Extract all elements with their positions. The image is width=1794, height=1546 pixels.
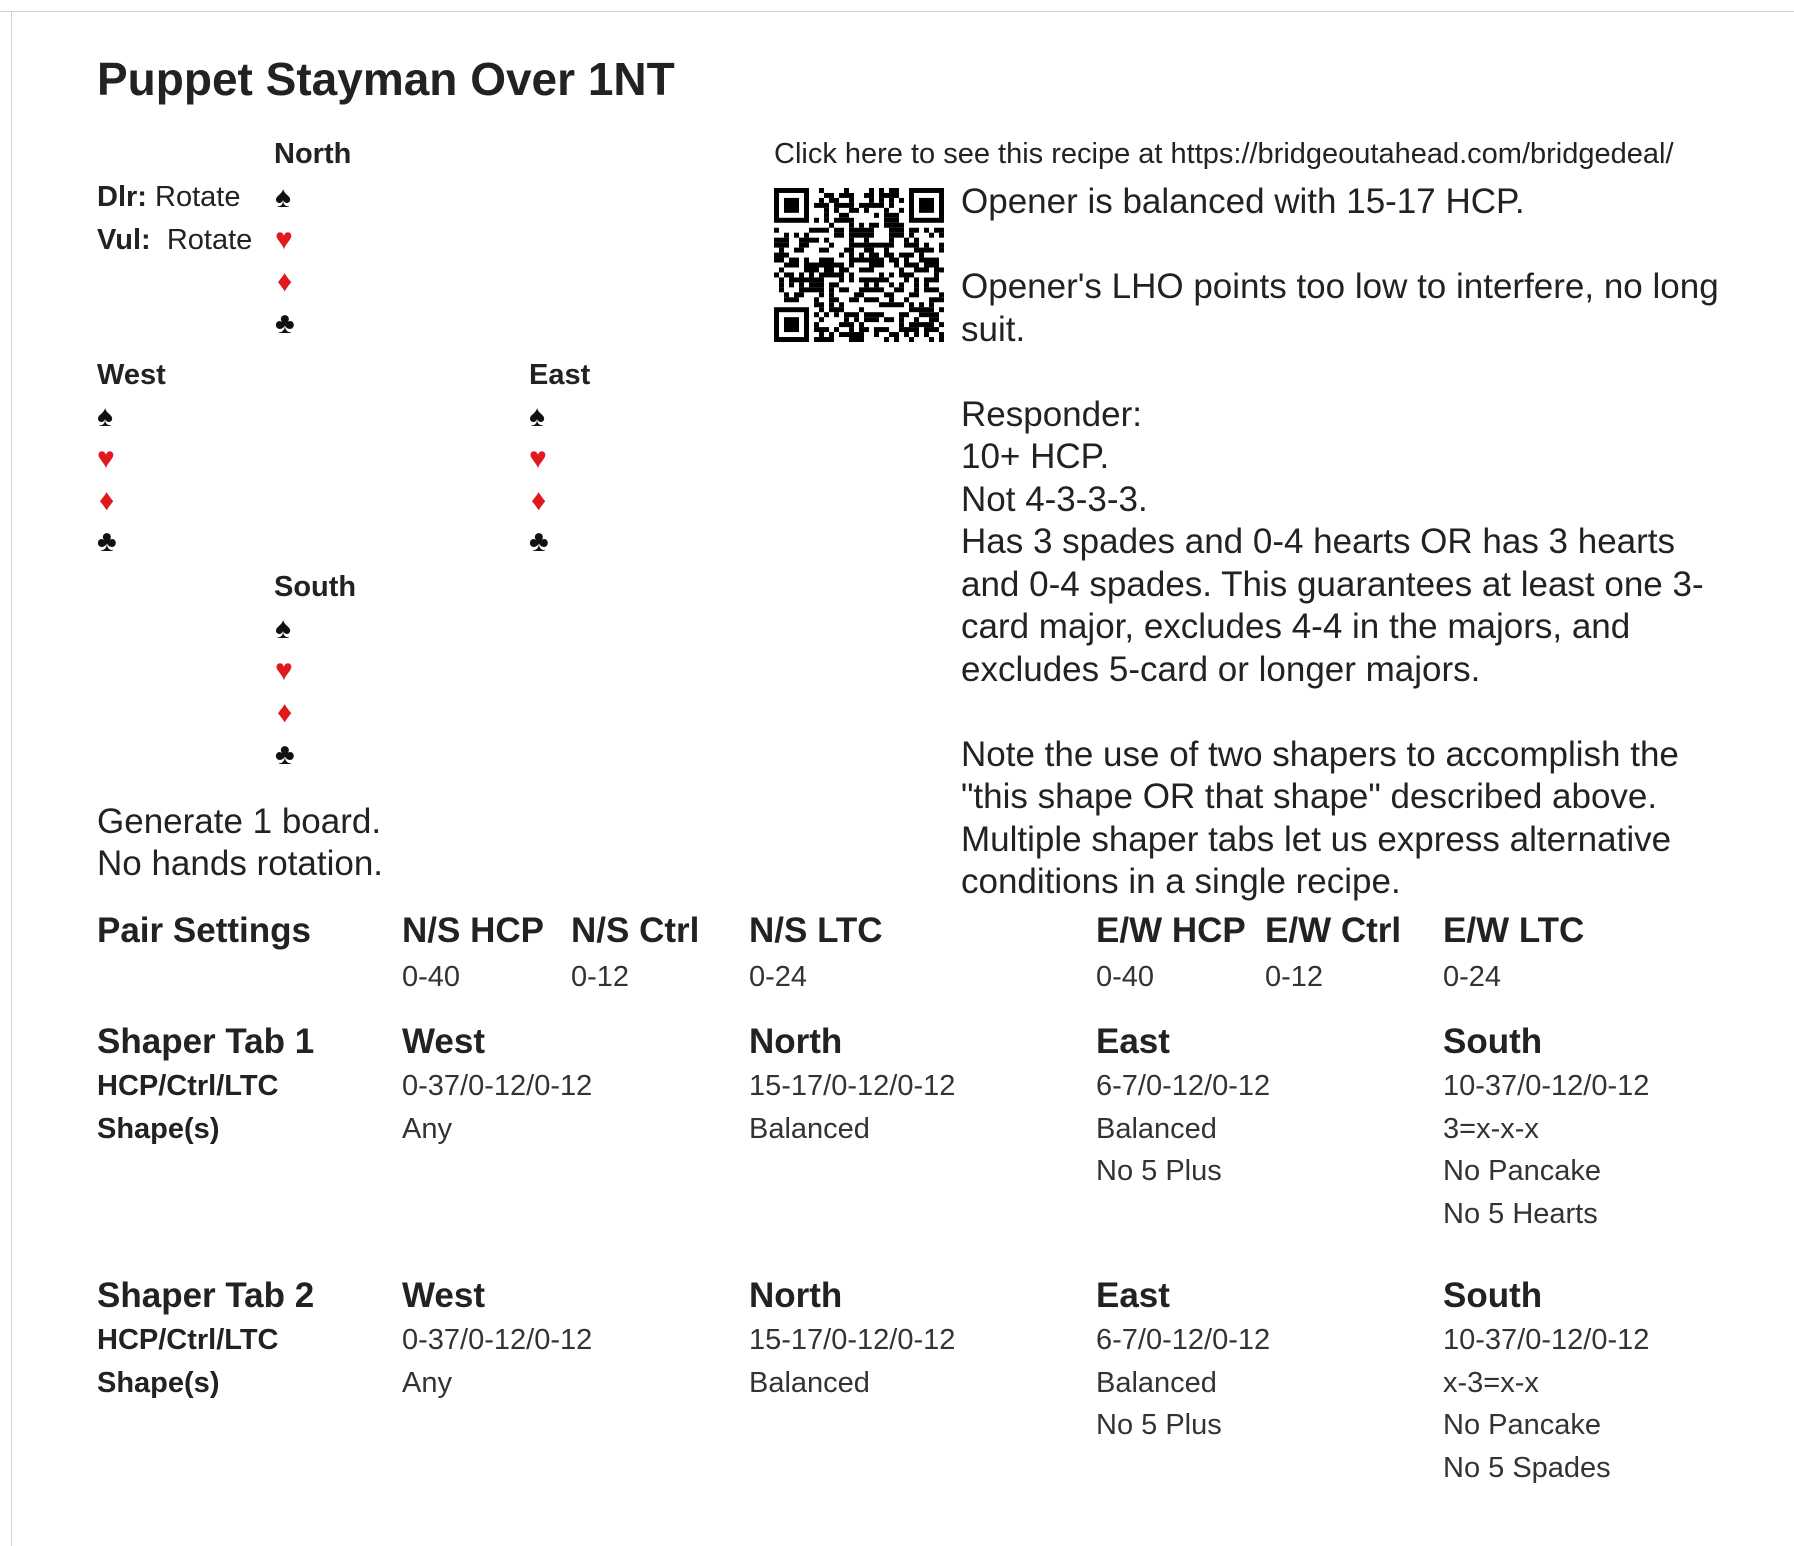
shaper-tab-2-north: North (749, 1276, 843, 1315)
shaper-tab-2-west-hcp: 0-37/0-12/0-12 (402, 1324, 593, 1356)
qr-code-icon[interactable] (774, 188, 944, 342)
shaper-tab-1-east-shape-1: Balanced (1096, 1113, 1217, 1145)
shaper-tab-1-east-shape-2: No 5 Plus (1096, 1155, 1222, 1187)
north-heart-icon: ♥ (275, 223, 293, 256)
ns-hcp-header: N/S HCP (402, 911, 544, 950)
south-heart-icon: ♥ (275, 654, 293, 687)
page-title: Puppet Stayman Over 1NT (97, 53, 675, 105)
shaper-tab-1-hcp-label: HCP/Ctrl/LTC (97, 1070, 279, 1102)
west-club-icon: ♣ (97, 525, 117, 558)
ns-ctrl-value: 0-12 (571, 961, 630, 993)
shaper-tab-1-west-shape: Any (402, 1113, 452, 1145)
ns-ltc-header: N/S LTC (749, 911, 883, 950)
shaper-tab-1-south: South (1443, 1022, 1543, 1061)
shaper-tab-2-south: South (1443, 1276, 1543, 1315)
generate-boards-text: Generate 1 board. (97, 802, 382, 841)
west-spade-icon: ♠ (97, 400, 113, 433)
shaper-tab-2-east-shape-1: Balanced (1096, 1367, 1217, 1399)
vul-value: Rotate (166, 224, 253, 256)
ew-ctrl-header: E/W Ctrl (1265, 911, 1402, 950)
dealer-value: Rotate (155, 181, 241, 213)
ns-ctrl-header: N/S Ctrl (571, 911, 700, 950)
north-spade-icon: ♠ (275, 181, 291, 214)
ew-ltc-header: E/W LTC (1443, 911, 1585, 950)
rotation-text: No hands rotation. (97, 844, 384, 883)
shaper-tab-2-east-shape-2: No 5 Plus (1096, 1409, 1222, 1441)
recipe-link[interactable]: Click here to see this recipe at https://bridgeoutahead.com/bridgedeal/ (774, 138, 1674, 170)
ew-hcp-header: E/W HCP (1096, 911, 1246, 950)
shaper-tab-1-heading: Shaper Tab 1 (97, 1022, 315, 1061)
shaper-tab-1-shape-label: Shape(s) (97, 1113, 220, 1145)
shaper-tab-1-south-shape-2: No Pancake (1443, 1155, 1601, 1187)
west-diamond-icon: ♦ (99, 484, 115, 517)
page-border-top (0, 11, 1794, 12)
ew-ltc-value: 0-24 (1443, 961, 1502, 993)
south-label: South (274, 571, 357, 603)
east-label: East (529, 359, 591, 391)
shaper-tab-1-north-shape: Balanced (749, 1113, 870, 1145)
shaper-tab-2-south-shape-2: No Pancake (1443, 1409, 1601, 1441)
dealer-line (97, 181, 240, 214)
vul-label: Vul: (97, 224, 151, 256)
shaper-tab-1-south-shape-3: No 5 Hearts (1443, 1198, 1598, 1230)
page-border-left (11, 11, 12, 1546)
shaper-tab-2-south-hcp: 10-37/0-12/0-12 (1443, 1324, 1650, 1356)
ew-ctrl-value: 0-12 (1265, 961, 1324, 993)
ns-hcp-value: 0-40 (402, 961, 461, 993)
west-label: West (97, 359, 166, 391)
shaper-tab-2-heading: Shaper Tab 2 (97, 1276, 315, 1315)
east-spade-icon: ♠ (529, 400, 545, 433)
shaper-tab-1-west: West (402, 1022, 485, 1061)
east-heart-icon: ♥ (529, 442, 547, 475)
north-club-icon: ♣ (275, 307, 295, 340)
shaper-tab-2-north-hcp: 15-17/0-12/0-12 (749, 1324, 956, 1356)
shaper-tab-1-south-shape-1: 3=x-x-x (1443, 1113, 1539, 1145)
ew-hcp-value: 0-40 (1096, 961, 1155, 993)
shaper-tab-2-south-shape-3: No 5 Spades (1443, 1452, 1611, 1484)
shaper-tab-2-shape-label: Shape(s) (97, 1367, 220, 1399)
shaper-tab-2-east-hcp: 6-7/0-12/0-12 (1096, 1324, 1271, 1356)
shaper-tab-2-hcp-label: HCP/Ctrl/LTC (97, 1324, 279, 1356)
pair-settings-heading: Pair Settings (97, 911, 311, 950)
north-diamond-icon: ♦ (277, 265, 293, 298)
shaper-tab-1-north: North (749, 1022, 843, 1061)
west-heart-icon: ♥ (97, 442, 115, 475)
shaper-tab-1-south-hcp: 10-37/0-12/0-12 (1443, 1070, 1650, 1102)
shaper-tab-1-east: East (1096, 1022, 1170, 1061)
south-diamond-icon: ♦ (277, 696, 293, 729)
east-diamond-icon: ♦ (531, 484, 547, 517)
vulnerability-line (97, 224, 252, 257)
shaper-tab-2-south-shape-1: x-3=x-x (1443, 1367, 1539, 1399)
south-spade-icon: ♠ (275, 612, 291, 645)
shaper-tab-1-west-hcp: 0-37/0-12/0-12 (402, 1070, 593, 1102)
shaper-tab-1-east-hcp: 6-7/0-12/0-12 (1096, 1070, 1271, 1102)
shaper-tab-2-west-shape: Any (402, 1367, 452, 1399)
shaper-tab-2-east: East (1096, 1276, 1170, 1315)
recipe-description: Opener is balanced with 15-17 HCP. Opener's LHO points too low to interfere, no long suit. Responder: 10+ HCP. Not 4-3-3-3. Has 3 spades and 0-4 hearts OR has 3 hearts and 0-4 spades. This guarantees at least one 3-card major, excludes 4-4 in the majors, and excludes 5-card or longer majors. Note the use of two shapers to accomplish the "this shape OR that shape" described above. Multiple shaper tabs let us express alternative conditions in a single recipe. (961, 182, 1719, 901)
east-club-icon: ♣ (529, 525, 549, 558)
north-label: North (274, 138, 352, 170)
shaper-tab-2-west: West (402, 1276, 485, 1315)
south-club-icon: ♣ (275, 738, 295, 771)
ns-ltc-value: 0-24 (749, 961, 808, 993)
dealer-label: Dlr: (97, 181, 147, 213)
shaper-tab-2-north-shape: Balanced (749, 1367, 870, 1399)
shaper-tab-1-north-hcp: 15-17/0-12/0-12 (749, 1070, 956, 1102)
